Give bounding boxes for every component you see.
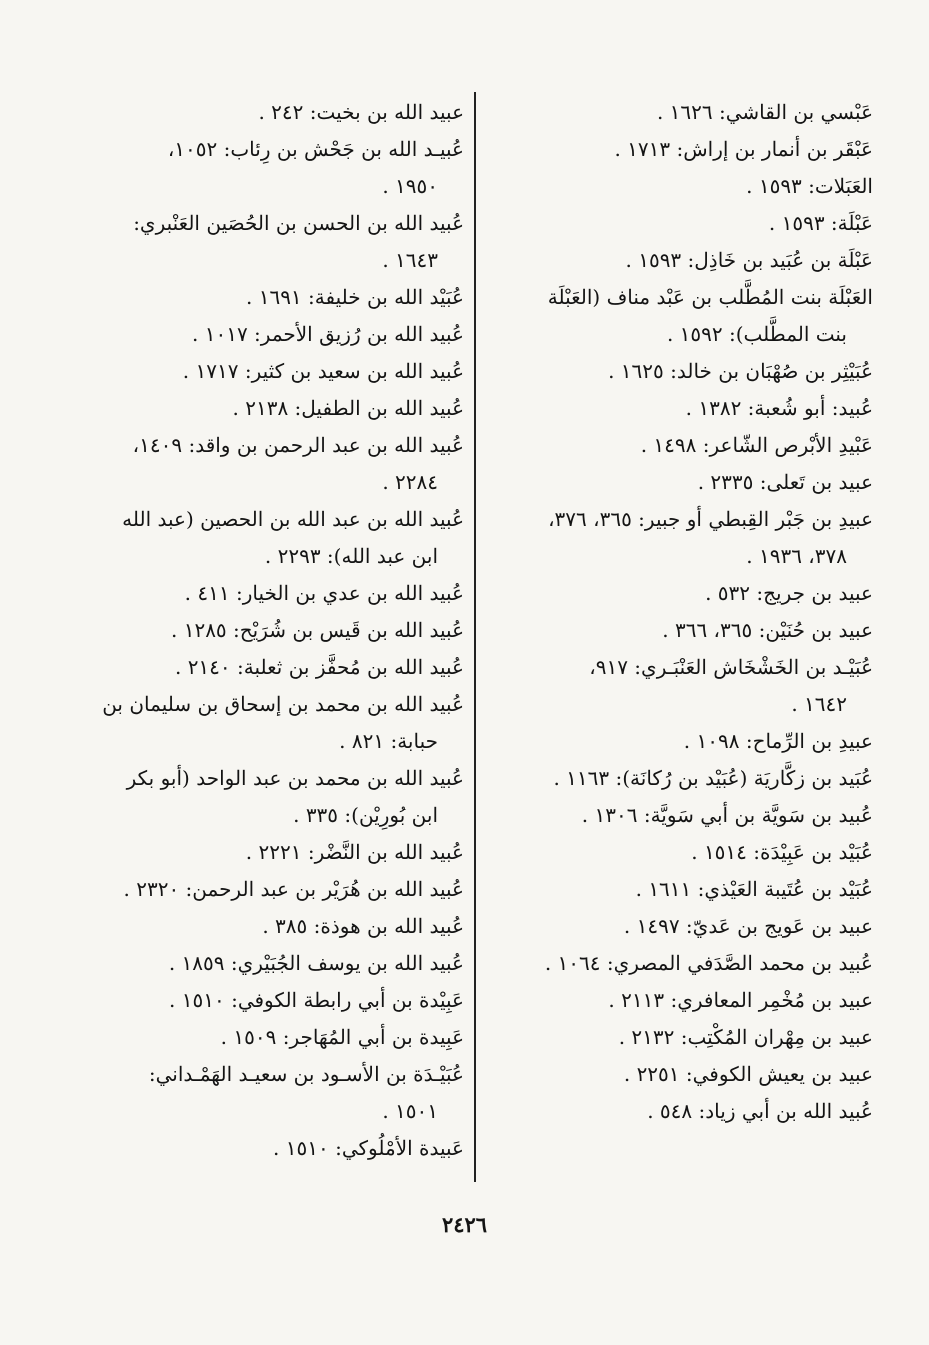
index-entry	[96, 1019, 464, 1056]
entry-text: عُبيـد الله بن جَحْش بن رِئاب: ١٠٥٢،	[167, 137, 464, 161]
entry-continuation: ٣٧٨، ١٩٣٦ .	[746, 544, 847, 568]
entry-text: عُبيد بن سَويَّة بن أبي سَويَّة: ١٣٠٦ .	[581, 803, 873, 827]
index-entry	[490, 1093, 873, 1130]
index-entry	[96, 1056, 464, 1130]
index-entry	[96, 501, 464, 575]
entry-text: عُبَيْـدَة بن الأسـود بن سعيـد الهَمْـداني:	[148, 1062, 464, 1086]
index-entry	[490, 575, 873, 612]
index-entry	[490, 279, 873, 353]
entry-text: عُبيد الله بن عدي بن الخيار: ٤١١ .	[184, 581, 464, 605]
index-entry	[490, 723, 873, 760]
index-entry	[96, 686, 464, 760]
entry-continuation: ابن بُورِيْن): ٣٣٥ .	[293, 803, 438, 827]
entry-text: عُبيد الله بن محمد بن عبد الواحد (أبو بكر	[126, 766, 464, 790]
entry-continuation: حبابة: ٨٢١ .	[339, 729, 438, 753]
entry-text: عُبَيْد بن عُتَيبة العَيْذي: ١٦١١ .	[635, 877, 873, 901]
entry-text: عُبيد الله بن الطفيل: ٢١٣٨ .	[232, 396, 464, 420]
entry-text: عُبَيْثِر بن صُهْبَان بن خالد: ١٦٢٥ .	[608, 359, 873, 383]
entry-text: عُبيد الله بن يوسف الجُبَيْري: ١٨٥٩ .	[168, 951, 464, 975]
entry-text: عَبْلَة: ١٥٩٣ .	[768, 211, 873, 235]
index-entry	[490, 982, 873, 1019]
index-entry	[490, 649, 873, 723]
page-number: ٢٤٢٦	[441, 1212, 488, 1237]
entry-text: عَبِيْدة بن أبي رابطة الكوفي: ١٥١٠ .	[169, 988, 464, 1012]
entry-text: عُبيد الله بن رُزيق الأحمر: ١٠١٧ .	[192, 322, 464, 346]
index-entry	[490, 205, 873, 242]
entry-text: عُبيد الله بن عبد الرحمن بن واقد: ١٤٠٩،	[132, 433, 464, 457]
index-entry	[490, 1019, 873, 1056]
entry-text: عُبيد الله بن أبي زياد: ٥٤٨ .	[647, 1099, 873, 1123]
entry-text: عُبَيد بن زكَّاريَة (عُبَيْد بن رُكانَة): ١١٦٣ .	[553, 766, 873, 790]
left-column	[96, 94, 464, 1167]
entry-text: عَبْيدِ الأبْرص الشّاعر: ١٤٩٨ .	[640, 433, 873, 457]
entry-text: عبيد بن جريج: ٥٣٢ .	[705, 581, 873, 605]
entry-text: عُبيد الله بن محمد بن إسحاق بن سليمان بن	[102, 692, 464, 716]
index-entry	[96, 1130, 464, 1167]
entry-text: عُبيد الله بن سعيد بن كثير: ١٧١٧ .	[182, 359, 464, 383]
index-entry	[490, 760, 873, 797]
index-entry	[96, 649, 464, 686]
index-entry	[96, 353, 464, 390]
index-entry	[490, 908, 873, 945]
entry-text: عَبْقَر بن أنمار بن إراش: ١٧١٣ .	[614, 137, 873, 161]
entry-text: عُبيد الله بن هُرَيْر بن عبد الرحمن: ٢٣٢٠ .	[123, 877, 464, 901]
entry-text: عبيد بن تَعلى: ٢٣٣٥ .	[697, 470, 873, 494]
entry-text: العَبْلَة بنت المُطَّلب بن عَبْد مناف (العَبْلَة	[547, 285, 873, 309]
entry-text: عَبيدة الأمْلُوكي: ١٥١٠ .	[273, 1136, 464, 1160]
entry-continuation: ١٦٤٣ .	[382, 248, 438, 272]
index-entry	[96, 427, 464, 501]
index-entry	[490, 871, 873, 908]
index-entry	[96, 908, 464, 945]
entry-text: عُبَيْد الله بن خليفة: ١٦٩١ .	[245, 285, 464, 309]
entry-text: عبيد الله بن بخيت: ٢٤٢ .	[258, 100, 464, 124]
entry-text: عُبيد الله بن قَيس بن شُرَيْح: ١٢٨٥ .	[170, 618, 464, 642]
index-entry	[96, 982, 464, 1019]
right-column	[490, 94, 873, 1130]
entry-text: عبيدِ بن جَبْر القِبطي أو جبير: ٣٦٥، ٣٧٦،	[548, 507, 873, 531]
index-entry	[96, 316, 464, 353]
entry-text: عبيد بن يعيش الكوفي: ٢٢٥١ .	[623, 1062, 873, 1086]
entry-text: عبيدِ بن الرِّماح: ١٠٩٨ .	[683, 729, 873, 753]
entry-text: العَبَلات: ١٥٩٣ .	[746, 174, 873, 198]
index-entry	[96, 94, 464, 131]
entry-text: عبيد بن مِهْران المُكْتِب: ٢١٣٢ .	[618, 1025, 873, 1049]
entry-text: عُبيد الله بن مُحفَّز بن ثعلبة: ٢١٤٠ .	[174, 655, 464, 679]
index-entry	[490, 464, 873, 501]
entry-continuation: بنت المطَّلب): ١٥٩٢ .	[666, 322, 847, 346]
index-entry	[96, 131, 464, 205]
entry-continuation: ١٩٥٠ .	[382, 174, 438, 198]
index-entry	[490, 94, 873, 131]
entry-continuation: ١٦٤٢ .	[791, 692, 847, 716]
index-entry	[490, 1056, 873, 1093]
entry-continuation: ١٥٠١ .	[382, 1099, 438, 1123]
entry-text: عُبيد الله بن عبد الله بن الحصين (عبد الله	[122, 507, 464, 531]
index-entry	[490, 242, 873, 279]
index-entry	[490, 834, 873, 871]
index-entry	[96, 575, 464, 612]
entry-text: عُبَيْـد بن الخَشْخَاش العَنْبَـري: ٩١٧،	[589, 655, 873, 679]
index-entry	[490, 427, 873, 464]
index-entry	[96, 279, 464, 316]
index-entry	[96, 612, 464, 649]
entry-text: عُبيد الله بن هوذة: ٣٨٥ .	[262, 914, 464, 938]
entry-text: عبيد بن عَويج بن عَديّ: ١٤٩٧ .	[623, 914, 873, 938]
index-entry	[490, 945, 873, 982]
index-entry	[490, 612, 873, 649]
entry-continuation: ابن عبد الله): ٢٢٩٣ .	[264, 544, 438, 568]
entry-text: عُبيد الله بن الحسن بن الحُصَين العَنْبري:	[133, 211, 464, 235]
index-entry	[490, 390, 873, 427]
column-divider	[474, 92, 476, 1182]
index-entry	[96, 205, 464, 279]
index-entry	[96, 390, 464, 427]
entry-text: عُبيد بن محمد الصَّدَفي المصري: ١٠٦٤ .	[544, 951, 873, 975]
index-entry	[96, 834, 464, 871]
index-entry	[490, 353, 873, 390]
entry-text: عَبْلَة بن عُبَيد بن خَاذِل: ١٥٩٣ .	[625, 248, 873, 272]
index-entry	[490, 797, 873, 834]
entry-text: عَبِيدة بن أبي المُهَاجر: ١٥٠٩ .	[220, 1025, 464, 1049]
entry-text: عَبْسي بن القاشي: ١٦٢٦ .	[656, 100, 873, 124]
index-entry	[490, 168, 873, 205]
index-entry	[96, 760, 464, 834]
entry-text: عُبَيْد بن عَبِيْدَة: ١٥١٤ .	[691, 840, 873, 864]
entry-text: عبيد بن حُنَيْن: ٣٦٥، ٣٦٦ .	[662, 618, 873, 642]
index-entry	[96, 871, 464, 908]
entry-text: عُبيد: أبو شُعبة: ١٣٨٢ .	[685, 396, 873, 420]
index-entry	[490, 131, 873, 168]
entry-continuation: ٢٢٨٤ .	[382, 470, 438, 494]
entry-text: عُبيد الله بن النَّضْر: ٢٢٢١ .	[245, 840, 464, 864]
index-entry	[96, 945, 464, 982]
index-entry	[490, 501, 873, 575]
entry-text: عبيد بن مُخْمِر المعافري: ٢١١٣ .	[608, 988, 873, 1012]
